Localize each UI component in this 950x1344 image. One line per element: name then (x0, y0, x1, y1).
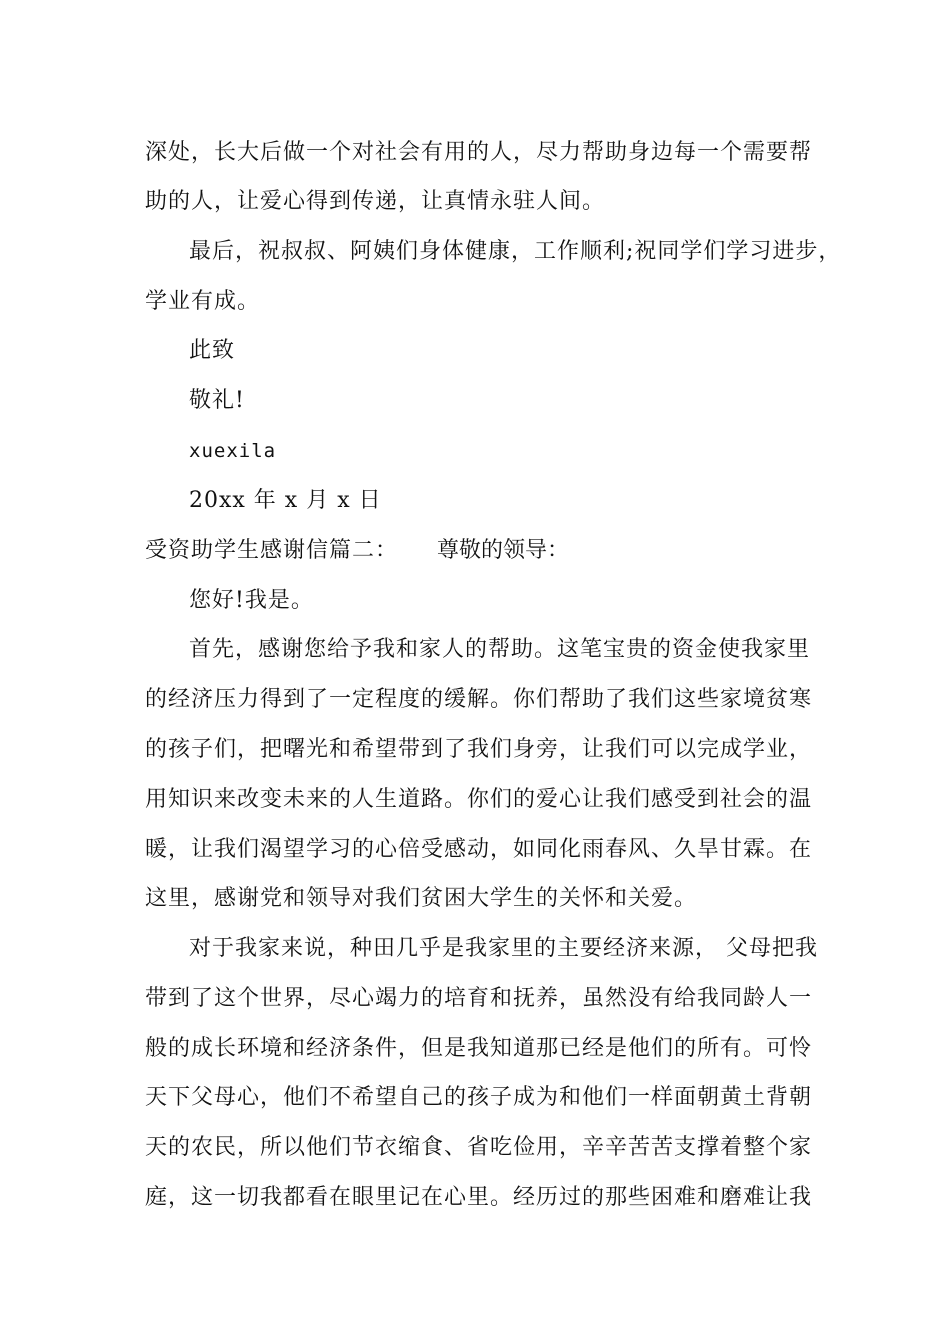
signature-date: 20xx 年 x 月 x 日 (189, 488, 382, 513)
salutation: 尊敬的领导： (437, 538, 570, 563)
closing-phrase: 此致 (189, 338, 236, 363)
text-line: 助的人，让爱心得到传递，让真情永驻人间。 (145, 189, 606, 214)
text-line: 学业有成。 (145, 289, 261, 314)
text-line: 深处，长大后做一个对社会有用的人，尽力帮助身边每一个需要帮 (145, 140, 813, 165)
greeting: 您好!我是。 (189, 588, 314, 613)
paragraph-start: 最后，祝叔叔、阿姨们身体健康，工作顺利;祝同学们学习进步， (189, 239, 842, 264)
signature-name: xuexila (189, 440, 277, 462)
text-line: 这里，感谢党和领导对我们贫困大学生的关怀和关爱。 (145, 886, 698, 911)
closing-salute: 敬礼! (189, 388, 245, 413)
text-line: 的孩子们，把曙光和希望带到了我们身旁，让我们可以完成学业， (145, 737, 813, 762)
section-title: 受资助学生感谢信篇二： (145, 538, 399, 563)
text-line: 暖，让我们渴望学习的心倍受感动，如同化雨春风、久旱甘霖。在 (145, 837, 813, 862)
text-line: 用知识来改变未来的人生道路。你们的爱心让我们感受到社会的温 (145, 787, 813, 812)
text-line: 庭，这一切我都看在眼里记在心里。经历过的那些困难和磨难让我 (145, 1185, 813, 1210)
text-line: 般的成长环境和经济条件，但是我知道那已经是他们的所有。可怜 (145, 1036, 813, 1061)
text-line: 带到了这个世界，尽心竭力的培育和抚养，虽然没有给我同龄人一 (145, 986, 813, 1011)
text-line: 天的农民，所以他们节衣缩食、省吃俭用，辛辛苦苦支撑着整个家 (145, 1135, 813, 1160)
paragraph-start: 首先，感谢您给予我和家人的帮助。这笔宝贵的资金使我家里 (189, 637, 811, 662)
paragraph-start: 对于我家来说，种田几乎是我家里的主要经济来源， 父母把我 (189, 936, 818, 961)
text-line: 天下父母心，他们不希望自己的孩子成为和他们一样面朝黄土背朝 (145, 1085, 813, 1110)
text-line: 的经济压力得到了一定程度的缓解。你们帮助了我们这些家境贫寒 (145, 687, 813, 712)
